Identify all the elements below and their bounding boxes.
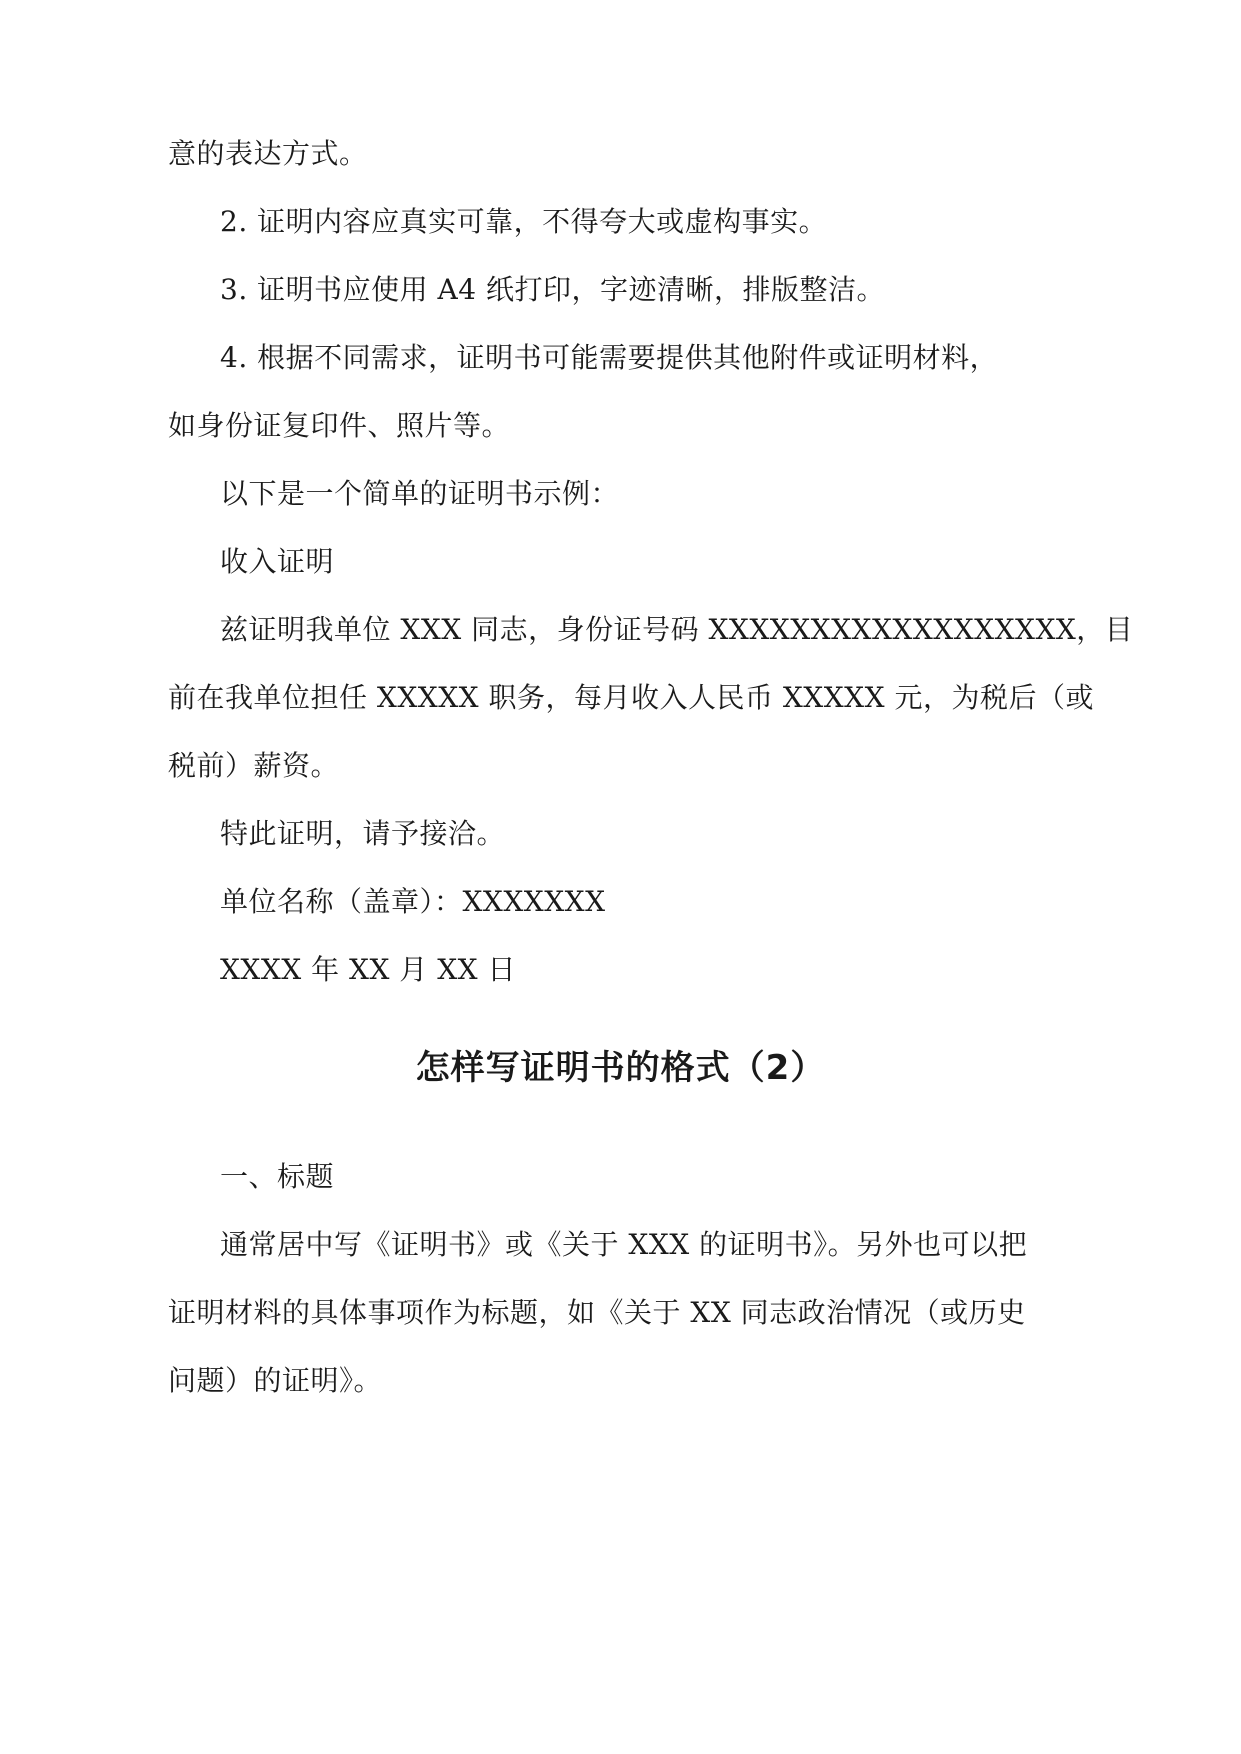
example-unit-signature: 单位名称（盖章）：XXXXXXX — [220, 885, 606, 918]
example-body-line2: 前在我单位担任 XXXXX 职务，每月收入人民币 XXXXX 元，为税后（或 — [168, 681, 1094, 714]
example-intro: 以下是一个简单的证明书示例： — [220, 477, 620, 510]
paragraph-line2: 证明材料的具体事项作为标题，如《关于 XX 同志政治情况（或历史 — [168, 1296, 1026, 1329]
example-body-line3: 税前）薪资。 — [168, 749, 340, 782]
list-item-3: 3. 证明书应使用 A4 纸打印，字迹清晰，排版整洁。 — [220, 273, 885, 306]
list-item-4-line2: 如身份证复印件、照片等。 — [168, 409, 511, 442]
section-heading: 怎样写证明书的格式（2） — [415, 1048, 826, 1088]
example-closing: 特此证明，请予接洽。 — [220, 817, 506, 850]
list-item-4-line1: 4. 根据不同需求，证明书可能需要提供其他附件或证明材料， — [220, 341, 999, 374]
paragraph-line3: 问题）的证明》。 — [168, 1364, 383, 1397]
example-date: XXXX 年 XX 月 XX 日 — [220, 953, 516, 986]
list-item-2: 2. 证明内容应真实可靠，不得夸大或虚构事实。 — [220, 205, 828, 238]
section-subheading: 一、标题 — [220, 1160, 335, 1193]
paragraph-line1: 通常居中写《证明书》或《关于 XXX 的证明书》。另外也可以把 — [220, 1228, 1028, 1261]
example-body-line1: 兹证明我单位 XXX 同志，身份证号码 XXXXXXXXXXXXXXXXXX，目 — [220, 613, 1134, 646]
paragraph-continuation: 意的表达方式。 — [168, 137, 368, 170]
example-title: 收入证明 — [220, 545, 335, 578]
